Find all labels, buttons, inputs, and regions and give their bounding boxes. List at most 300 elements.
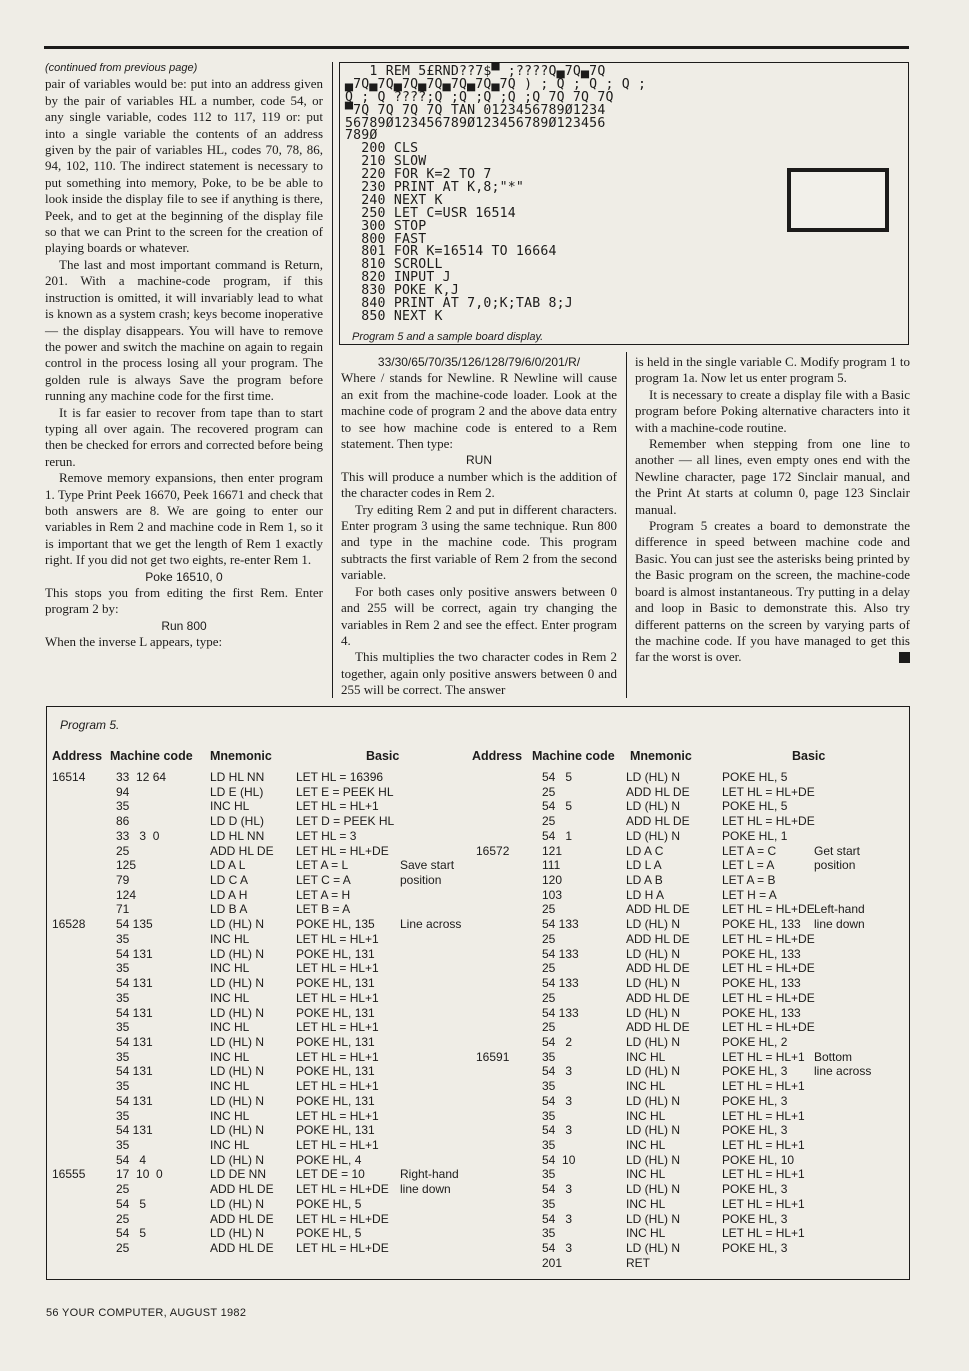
table-row: [476, 1109, 906, 1124]
cell-mn: LD (HL) N: [210, 1226, 265, 1241]
cell-code: 54 5: [116, 1196, 147, 1211]
listing-line: Q ; Q ????;Q ;Q ;Q ;Q ;Q 7Q 7Q 7Q: [345, 89, 614, 105]
cell-code: 54 3: [542, 1093, 573, 1108]
cell-addr: 16591: [476, 1049, 510, 1064]
table-row: [52, 844, 462, 859]
cell-mn: INC HL: [210, 961, 250, 976]
cell-basic: LET HL = HL+1: [722, 1137, 805, 1152]
cell-basic: POKE HL, 5: [296, 1196, 362, 1211]
table-row: [476, 1006, 906, 1021]
listing-line: 1 REM 5£RND??7$▀ ;????Q▄7Q▄7Q: [345, 64, 606, 79]
cell-basic: POKE HL, 1: [722, 828, 788, 843]
page-footer: 56 YOUR COMPUTER, AUGUST 1982: [46, 1307, 247, 1319]
cell-code: 54 131: [116, 946, 153, 961]
program-listing: [345, 66, 765, 324]
cell-basic: LET HL = HL+DE: [722, 902, 815, 917]
cell-code: 25: [542, 961, 556, 976]
cell-basic: LET HL = HL+1: [296, 799, 379, 814]
cell-mn: LD (HL) N: [210, 1196, 265, 1211]
cell-code: 54 133: [542, 976, 579, 991]
cell-mn: LD E (HL): [210, 784, 264, 799]
listing-line: 830 POKE K,J: [345, 283, 459, 299]
cell-mn: INC HL: [210, 931, 250, 946]
cell-basic: LET HL = HL+DE: [722, 931, 815, 946]
table-row: [52, 1094, 462, 1109]
cell-mn: ADD HL DE: [626, 961, 690, 976]
cell-basic: LET HL = HL+1: [296, 931, 379, 946]
cell-basic: POKE HL, 3: [722, 1182, 788, 1197]
cell-basic: POKE HL, 131: [296, 976, 375, 991]
cell-mn: LD (HL) N: [210, 1123, 265, 1138]
table-row: [52, 1182, 462, 1197]
cell-addr: 16528: [52, 917, 86, 932]
cell-code: 54 131: [116, 976, 153, 991]
paragraph: pair of variables would be: put into an address given by the pair of variables HL a number, code 54, or any single variable, codes 112 to 117, 119 or: put into a single variable the contents of an address given by the pair of variables HL, codes 70, 78, 86, 94, 102, 110. The indirect statement is necessary to put something into memory, Poke, to be be able to look inside the display file to see if anything is there, Peek, and to get at the beginning of the display file so that we can Print to the screen for the creation of playing boards or whatever.: [45, 76, 323, 256]
cell-mn: LD (HL) N: [626, 770, 681, 784]
cell-mn: LD B A: [210, 902, 248, 917]
cell-code: 125: [116, 858, 137, 873]
cell-code: 54 131: [116, 1123, 153, 1138]
paragraph: Remember when stepping from one line to another — all lines, even empty ones end with the Newline character, page 172 Sinclair manual, and the Print At starts at column 0, page 123 Sinclair manual.: [635, 436, 910, 517]
cell-basic: LET C = A: [296, 873, 351, 888]
listing-line: 801 FOR K=16514 TO 16664: [345, 244, 557, 260]
cell-basic: POKE HL, 10: [722, 1152, 795, 1167]
table-row: [52, 858, 462, 873]
cell-basic: LET HL = HL+1: [722, 1196, 805, 1211]
table-row: [52, 1006, 462, 1021]
cell-mn: LD (HL) N: [626, 1123, 681, 1138]
table-row: [476, 829, 906, 844]
cell-mn: ADD HL DE: [626, 784, 690, 799]
cell-code: 54 2: [542, 1034, 573, 1049]
cell-mn: LD (HL) N: [210, 1064, 265, 1079]
cell-code: 25: [542, 1020, 556, 1035]
header-mnemonic: Mnemonic: [210, 749, 272, 763]
cell-note: Line across: [400, 917, 462, 932]
cell-mn: ADD HL DE: [210, 1241, 274, 1255]
cell-note: Save start: [400, 858, 455, 873]
cell-code: 86: [116, 814, 130, 829]
cell-mn: INC HL: [210, 799, 250, 814]
cell-code: 25: [116, 843, 130, 858]
cell-code: 94: [116, 784, 130, 799]
cell-code: 54 133: [542, 917, 579, 932]
cell-basic: POKE HL, 5: [722, 799, 788, 814]
cell-basic: LET HL = HL+1: [296, 1079, 379, 1094]
command-line: Run 800: [161, 618, 207, 633]
cell-code: 54 1: [542, 828, 573, 843]
cell-code: 54 131: [116, 1034, 153, 1049]
header-mnemonic: Mnemonic: [630, 749, 692, 763]
cell-note: Left-hand: [814, 902, 865, 917]
cell-basic: POKE HL, 2: [722, 1034, 788, 1049]
table-row: [52, 991, 462, 1006]
table-row: [476, 770, 906, 785]
cell-mn: INC HL: [210, 1079, 250, 1094]
cell-basic: POKE HL, 3: [722, 1241, 788, 1255]
cell-code: 35: [542, 1137, 556, 1152]
header-address: Address: [472, 749, 523, 763]
cell-basic: LET HL = HL+DE: [296, 1241, 389, 1255]
table-row: [476, 888, 906, 903]
cell-basic: LET HL = HL+1: [296, 1108, 379, 1123]
cell-basic: LET HL = 16396: [296, 770, 384, 784]
cell-mn: INC HL: [210, 1108, 250, 1123]
paragraph: For both cases only positive answers between 0 and 255 will be correct, again try changing the variables in Rem 2 and see the effect. Enter program 4.: [341, 583, 617, 648]
table-row: [476, 1020, 906, 1035]
cell-mn: INC HL: [626, 1226, 666, 1241]
paragraph: It is necessary to create a display file with a Basic program before Poking alternative characters into it with a machine-code routine.: [635, 386, 910, 435]
table-rows-left: [52, 770, 462, 1256]
cell-mn: LD (HL) N: [626, 1152, 681, 1167]
cell-code: 54 5: [542, 770, 573, 784]
table-row: [52, 814, 462, 829]
cell-note: position: [400, 873, 442, 888]
table-row: [476, 1079, 906, 1094]
cell-basic: LET HL = HL+1: [722, 1108, 805, 1123]
cell-basic: LET HL = HL+1: [296, 990, 379, 1005]
table-row: [52, 1153, 462, 1168]
cell-basic: LET HL = HL+1: [722, 1049, 805, 1064]
paragraph: Try editing Rem 2 and put in different characters. Enter program 3 using the same technique. Run 800 and type in the machine code. This program subtracts the first variable of Rem 2 from the second variable.: [341, 501, 617, 583]
table-row: [52, 1020, 462, 1035]
table-row: [52, 829, 462, 844]
listing-line: 800 FAST: [345, 231, 427, 247]
table-row: [52, 902, 462, 917]
cell-basic: POKE HL, 133: [722, 976, 801, 991]
cell-mn: INC HL: [626, 1167, 666, 1182]
cell-mn: LD (HL) N: [626, 946, 681, 961]
cell-mn: ADD HL DE: [626, 814, 690, 829]
cell-basic: POKE HL, 133: [722, 946, 801, 961]
table-row: [52, 1167, 462, 1182]
cell-code: 111: [542, 858, 561, 873]
cell-mn: LD A C: [626, 843, 664, 858]
cell-code: 54 5: [542, 799, 573, 814]
cell-code: 124: [116, 887, 137, 902]
table-row: [476, 1123, 906, 1138]
table-row: [476, 991, 906, 1006]
cell-basic: LET HL = HL+DE: [722, 1020, 815, 1035]
cell-basic: LET HL = HL+1: [296, 961, 379, 976]
cell-code: 54 10: [542, 1152, 576, 1167]
listing-line: ▄7Q▄7Q▄7Q▄7Q▄7Q▄7Q▄7Q ) ; Q ; Q ; Q ;: [345, 76, 647, 92]
cell-mn: INC HL: [210, 1049, 250, 1064]
listing-line: 300 STOP: [345, 218, 427, 234]
cell-basic: LET HL = HL+1: [296, 1049, 379, 1064]
cell-basic: LET HL = HL+1: [722, 1079, 805, 1094]
cell-code: 35: [116, 1020, 130, 1035]
column-divider: [332, 62, 333, 698]
table-row: [52, 770, 462, 785]
cell-basic: LET L = A: [722, 858, 775, 873]
cell-basic: POKE HL, 131: [296, 1093, 375, 1108]
table-row: [476, 858, 906, 873]
data-entry-codes: 33/30/65/70/35/126/128/79/6/0/201/R/: [377, 355, 581, 369]
cell-basic: LET HL = HL+DE: [722, 784, 815, 799]
cell-code: 201: [542, 1255, 563, 1270]
table-title: Program 5.: [60, 718, 120, 732]
cell-mn: LD (HL) N: [626, 1182, 681, 1197]
table-row: [52, 888, 462, 903]
cell-mn: INC HL: [626, 1049, 666, 1064]
table-row: [52, 1197, 462, 1212]
cell-basic: LET HL = HL+1: [722, 1167, 805, 1182]
cell-basic: POKE HL, 3: [722, 1211, 788, 1226]
listing-line: ▀7Q 7Q 7Q 7Q TAN 0123456789Ø1234: [345, 102, 606, 118]
cell-code: 35: [116, 961, 130, 976]
table-row: [476, 1050, 906, 1065]
cell-code: 25: [116, 1211, 130, 1226]
cell-code: 54 133: [542, 1005, 579, 1020]
cell-mn: LD (HL) N: [626, 1064, 681, 1079]
header-basic: Basic: [366, 749, 400, 763]
cell-mn: RET: [626, 1255, 650, 1270]
table-row: [52, 799, 462, 814]
header-machine-code: Machine code: [110, 749, 193, 763]
cell-basic: POKE HL, 5: [722, 770, 788, 784]
cell-mn: LD (HL) N: [626, 799, 681, 814]
cell-code: 54 3: [542, 1123, 573, 1138]
table-row: [52, 1212, 462, 1227]
table-row: [52, 785, 462, 800]
cell-code: 35: [542, 1079, 556, 1094]
cell-basic: LET D = PEEK HL: [296, 814, 395, 829]
paragraph: This stops you from editing the first Rem. Enter program 2 by:: [45, 585, 323, 617]
listing-line: 56789Ø123456789Ø123456789Ø123456: [345, 115, 606, 131]
cell-code: 35: [116, 1079, 130, 1094]
cell-mn: LD (HL) N: [210, 946, 265, 961]
cell-code: 54 3: [542, 1182, 573, 1197]
paragraph: This multiplies the two character codes in Rem 2 together, again only positive answers between 0 and 255 will be correct. The answer: [341, 649, 617, 698]
table-row: [52, 873, 462, 888]
cell-mn: LD A L: [210, 858, 246, 873]
table-row: [476, 1167, 906, 1182]
cell-mn: ADD HL DE: [626, 990, 690, 1005]
cell-basic: LET DE = 10: [296, 1167, 365, 1182]
cell-mn: LD A B: [626, 873, 663, 888]
table-row: [52, 1035, 462, 1050]
cell-note: Bottom: [814, 1049, 853, 1064]
cell-mn: ADD HL DE: [210, 843, 274, 858]
cell-mn: LD (HL) N: [210, 1005, 265, 1020]
cell-code: 25: [542, 990, 556, 1005]
table-row: [476, 917, 906, 932]
cell-code: 54 3: [542, 1241, 573, 1255]
cell-mn: INC HL: [626, 1196, 666, 1211]
cell-mn: LD HL NN: [210, 828, 265, 843]
cell-mn: INC HL: [626, 1108, 666, 1123]
listing-line: 240 NEXT K: [345, 192, 443, 208]
cell-mn: LD H A: [626, 887, 665, 902]
cell-mn: LD (HL) N: [210, 1152, 265, 1167]
cell-mn: INC HL: [210, 990, 250, 1005]
cell-code: 35: [542, 1108, 556, 1123]
table-row: [476, 1212, 906, 1227]
table-row: [52, 1109, 462, 1124]
cell-note: Right-hand: [400, 1167, 459, 1182]
paragraph: Remove memory expansions, then enter program 1. Type Print Peek 16670, Peek 16671 and check that both answers are 8. We are going to enter our variables in Rem 2 and machine code in Rem 1, so it is important that we get the length of Rem 1 exactly right. If you did not get two eights, re-enter Rem 1.: [45, 470, 323, 568]
cell-basic: LET B = A: [296, 902, 351, 917]
cell-basic: POKE HL, 131: [296, 1123, 375, 1138]
cell-mn: LD (HL) N: [626, 1093, 681, 1108]
table-rows-right: [476, 770, 906, 1270]
table-row: [476, 1226, 906, 1241]
cell-code: 54 3: [542, 1064, 573, 1079]
top-rule: [44, 46, 909, 49]
cell-basic: LET A = C: [722, 843, 777, 858]
cell-note: line across: [814, 1064, 872, 1079]
paragraph: is held in the single variable C. Modify program 1 to program 1a. Now let us enter program 5.: [635, 354, 910, 386]
cell-mn: ADD HL DE: [210, 1211, 274, 1226]
cell-mn: INC HL: [626, 1137, 666, 1152]
cell-basic: POKE HL, 133: [722, 1005, 801, 1020]
cell-basic: LET H = A: [722, 887, 777, 902]
continued-note: (continued from previous page): [45, 62, 198, 74]
table-row: [476, 932, 906, 947]
header-machine-code: Machine code: [532, 749, 615, 763]
cell-code: 35: [542, 1196, 556, 1211]
cell-basic: LET HL = HL+DE: [722, 814, 815, 829]
command-line: RUN: [466, 453, 492, 468]
cell-code: 54 131: [116, 1064, 153, 1079]
cell-basic: LET A = H: [296, 887, 351, 902]
cell-mn: LD (HL) N: [626, 828, 681, 843]
table-row: [52, 1226, 462, 1241]
cell-code: 54 131: [116, 1005, 153, 1020]
cell-code: 54 135: [116, 917, 153, 932]
cell-mn: ADD HL DE: [210, 1182, 274, 1197]
cell-mn: INC HL: [210, 1137, 250, 1152]
table-row: [476, 947, 906, 962]
cell-note: line down: [814, 917, 865, 932]
listing-line: 810 SCROLL: [345, 257, 443, 273]
paragraph-text: Program 5 creates a board to demonstrate the difference in speed between machine code and Basic. You can just see the asterisks being printed by the Basic program on the screen, the machine-code board is almost instantaneous. Try putting in a delay and loop in Basic to demonstrate this. Also try different patterns on the screen by varying parts of the machine code. If you have managed to get this far the worst is over.: [635, 518, 910, 665]
column-divider: [626, 352, 627, 698]
cell-code: 35: [116, 1049, 130, 1064]
table-row: [52, 961, 462, 976]
cell-basic: LET A = B: [722, 873, 776, 888]
cell-code: 35: [116, 1108, 130, 1123]
cell-mn: LD HL NN: [210, 770, 265, 784]
table-row: [476, 844, 906, 859]
cell-basic: POKE HL, 133: [722, 917, 801, 932]
listing-line: 820 INPUT J: [345, 270, 451, 286]
cell-note: position: [814, 858, 856, 873]
table-row: [52, 1079, 462, 1094]
cell-mn: ADD HL DE: [626, 902, 690, 917]
table-row: [52, 932, 462, 947]
cell-mn: LD (HL) N: [210, 1034, 265, 1049]
listing-line: 220 FOR K=2 TO 7: [345, 167, 492, 183]
cell-code: 25: [542, 784, 556, 799]
cell-code: 25: [116, 1241, 130, 1255]
cell-basic: LET A = L: [296, 858, 349, 873]
cell-code: 121: [542, 843, 563, 858]
table-row: [52, 1241, 462, 1256]
cell-mn: LD (HL) N: [626, 1241, 681, 1255]
cell-mn: LD L A: [626, 858, 662, 873]
table-row: [476, 785, 906, 800]
cell-code: 35: [116, 799, 130, 814]
listing-line: 789Ø: [345, 128, 378, 144]
table-row: [476, 1064, 906, 1079]
cell-mn: LD (HL) N: [626, 976, 681, 991]
cell-mn: LD DE NN: [210, 1167, 267, 1182]
paragraph: This will produce a number which is the addition of the character codes in Rem 2.: [341, 468, 617, 501]
cell-mn: LD C A: [210, 873, 249, 888]
cell-mn: LD A H: [210, 887, 248, 902]
listing-line: 850 NEXT K: [345, 308, 443, 324]
table-row: [476, 1197, 906, 1212]
cell-basic: POKE HL, 131: [296, 1005, 375, 1020]
cell-code: 33 12 64: [116, 770, 167, 784]
table-row: [52, 1123, 462, 1138]
article-column-2: [341, 354, 617, 699]
cell-mn: LD (HL) N: [626, 1034, 681, 1049]
listing-line: 230 PRINT AT K,8;"*": [345, 180, 525, 196]
cell-code: 35: [116, 1137, 130, 1152]
table-row: [52, 917, 462, 932]
cell-basic: POKE HL, 3: [722, 1093, 788, 1108]
cell-basic: LET HL = HL+DE: [722, 961, 815, 976]
table-row: [52, 947, 462, 962]
cell-basic: POKE HL, 131: [296, 1064, 375, 1079]
table-row: [476, 1256, 906, 1271]
table-row: [52, 1138, 462, 1153]
article-column-1: [45, 60, 323, 651]
table-row: [476, 1241, 906, 1256]
cell-basic: LET HL = HL+1: [722, 1226, 805, 1241]
table-row: [476, 1138, 906, 1153]
cell-code: 103: [542, 887, 563, 902]
article-column-3: [635, 354, 910, 666]
table-row: [476, 1153, 906, 1168]
cell-basic: POKE HL, 5: [296, 1226, 362, 1241]
cell-basic: LET HL = HL+DE: [722, 990, 815, 1005]
paragraph: The last and most important command is Return, 201. With a machine-code program, if this instruction is omitted, it will invariably lead to what is known as a system crash; keys become inoperative — the display disappears. You will have to remove the power and switch the machine on again to regain control in the process losing all your program. The golden rule is always Save the program before running any machine code for the first time.: [45, 256, 323, 404]
cell-code: 25: [542, 931, 556, 946]
cell-code: 79: [116, 873, 130, 888]
cell-mn: LD (HL) N: [626, 1005, 681, 1020]
table-row: [52, 976, 462, 991]
table-row: [476, 799, 906, 814]
header-address: Address: [52, 749, 103, 763]
cell-basic: LET HL = HL+1: [296, 1020, 379, 1035]
cell-code: 54 5: [116, 1226, 147, 1241]
cell-code: 54 131: [116, 1093, 153, 1108]
paragraph: Where / stands for Newline. R Newline will cause an exit from the machine-code loader. Look at the machine code of program 2 and the above data entry to see how machine code is entered to a Rem statement. Then type:: [341, 370, 617, 452]
cell-code: 35: [542, 1167, 556, 1182]
cell-code: 54 3: [542, 1211, 573, 1226]
cell-addr: 16555: [52, 1167, 86, 1182]
cell-basic: POKE HL, 3: [722, 1064, 788, 1079]
end-of-article-mark: [899, 652, 910, 663]
table-row: [476, 976, 906, 991]
paragraph: When the inverse L appears, type:: [45, 634, 223, 650]
cell-basic: POKE HL, 3: [722, 1123, 788, 1138]
cell-code: 33 3 0: [116, 828, 160, 843]
listing-line: 200 CLS: [345, 141, 419, 157]
cell-code: 35: [116, 931, 130, 946]
listing-line: 840 PRINT AT 7,0;K;TAB 8;J: [345, 296, 573, 312]
cell-basic: POKE HL, 135: [296, 917, 375, 932]
table-row: [476, 1182, 906, 1197]
table-row: [52, 1050, 462, 1065]
cell-code: 35: [542, 1226, 556, 1241]
cell-code: 35: [542, 1049, 556, 1064]
cell-code: 54 4: [116, 1152, 147, 1167]
